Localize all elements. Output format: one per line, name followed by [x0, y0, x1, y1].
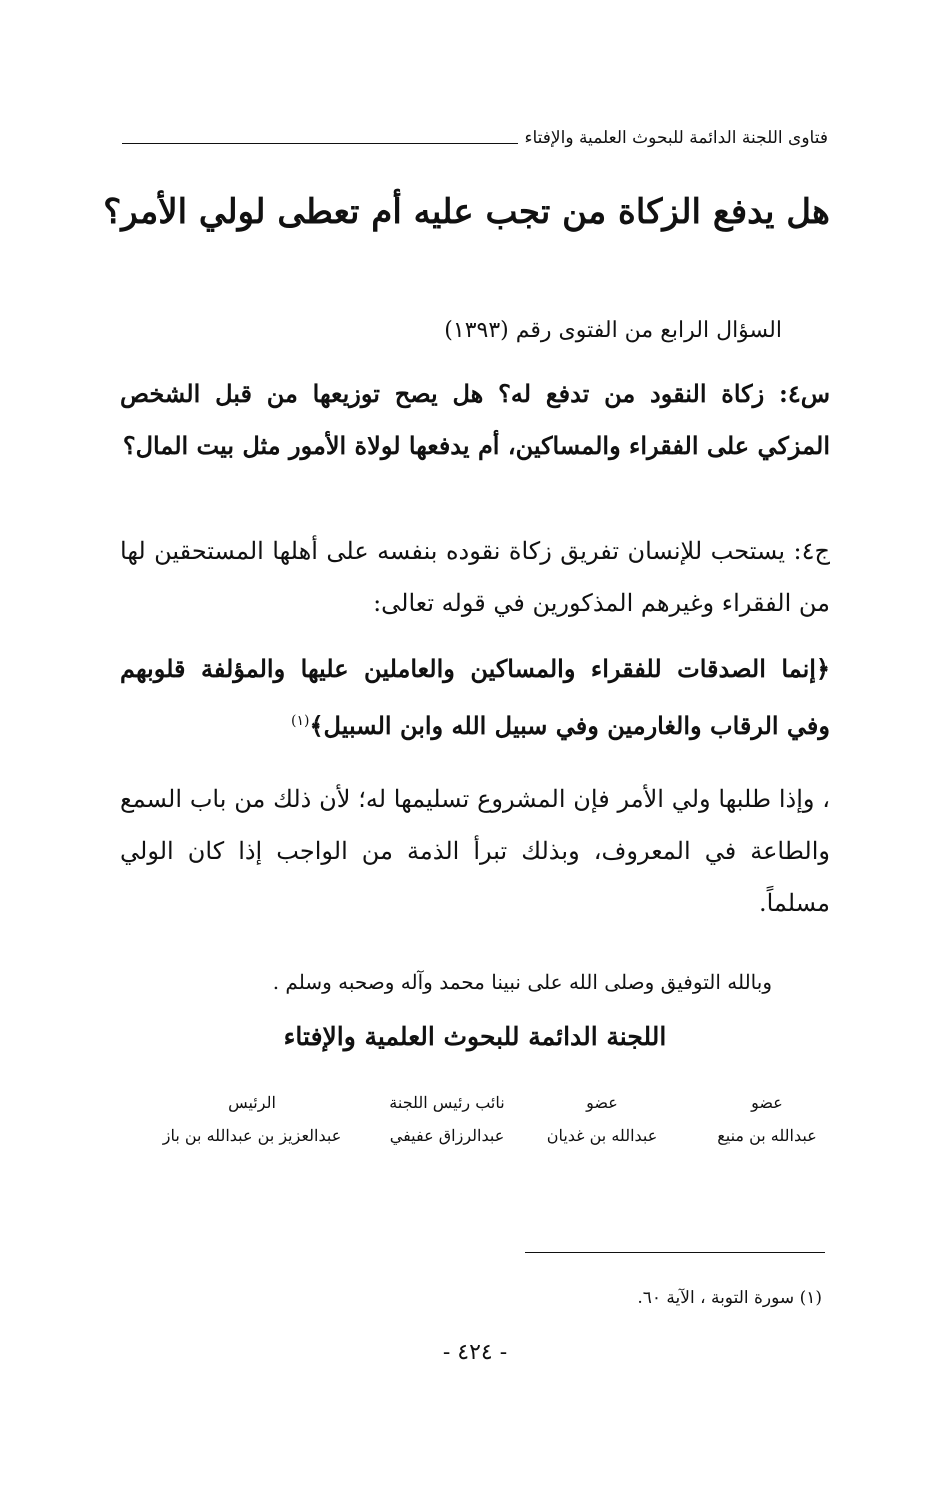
- page-title: هل يدفع الزكاة من تجب عليه أم تعطى لولي الأمر؟: [103, 192, 830, 232]
- signatory-name: عبدالله بن غديان: [546, 1126, 658, 1145]
- signatory-name: عبدالله بن منيع: [717, 1126, 817, 1145]
- committee-name: اللجنة الدائمة للبحوث العلمية والإفتاء: [283, 1022, 667, 1051]
- closing-line: وبالله التوفيق وصلى الله على نبينا محمد وآله وصحبه وسلم .: [272, 970, 772, 994]
- signatory: [152, 1085, 352, 1151]
- signatory-name: عبدالرزاق عفيفي: [389, 1126, 505, 1145]
- verse-text: ﴿إنما الصدقات للفقراء والمساكين والعاملين عليها والمؤلفة قلوبهم وفي الرقاب والغارمين وفي سبيل الله وابن السبيل﴾: [120, 654, 830, 740]
- footnote-ref: (١): [291, 713, 310, 729]
- answer-continuation-paragraph: ، وإذا طلبها ولي الأمر فإن المشروع تسليمها له؛ لأن ذلك من باب السمع والطاعة في المعروف، وبذلك تبرأ الذمة من الواجب إذا كان الولي مسلماً.: [120, 785, 830, 917]
- footnote: (١) سورة التوبة ، الآية ٦٠.: [637, 1288, 822, 1308]
- signatory-name: عبدالعزيز بن عبدالله بن باز: [162, 1126, 342, 1145]
- running-head-title: فتاوى اللجنة الدائمة للبحوث العلمية والإفتاء: [518, 128, 828, 148]
- question-paragraph: س٤: زكاة النقود من تدفع له؟ هل يصح توزيعها من قبل الشخص المزكي على الفقراء والمساكين، أم يدفعها لولاة الأمور مثل بيت المال؟: [120, 379, 830, 460]
- signatory: [372, 1085, 522, 1151]
- footnote-rule: [525, 1252, 825, 1253]
- signatory-role: الرئيس: [228, 1093, 276, 1112]
- running-head: [122, 128, 828, 158]
- signatory-role: نائب رئيس اللجنة: [389, 1093, 505, 1112]
- signatory: [532, 1085, 672, 1151]
- signatories: [122, 1085, 822, 1175]
- page-number: - ٤٢٤ -: [442, 1340, 508, 1365]
- question-label: السؤال الرابع من الفتوى رقم (١٣٩٣): [444, 318, 782, 343]
- answer-intro-paragraph: ج٤: يستحب للإنسان تفريق زكاة نقوده بنفسه على أهلها المستحقين لها من الفقراء وغيرهم المذكورين في قوله تعالى:: [120, 537, 830, 617]
- signatory-role: عضو: [751, 1093, 783, 1112]
- signatory-role: عضو: [586, 1093, 618, 1112]
- signatory: [712, 1085, 822, 1151]
- quran-verse: [120, 643, 830, 752]
